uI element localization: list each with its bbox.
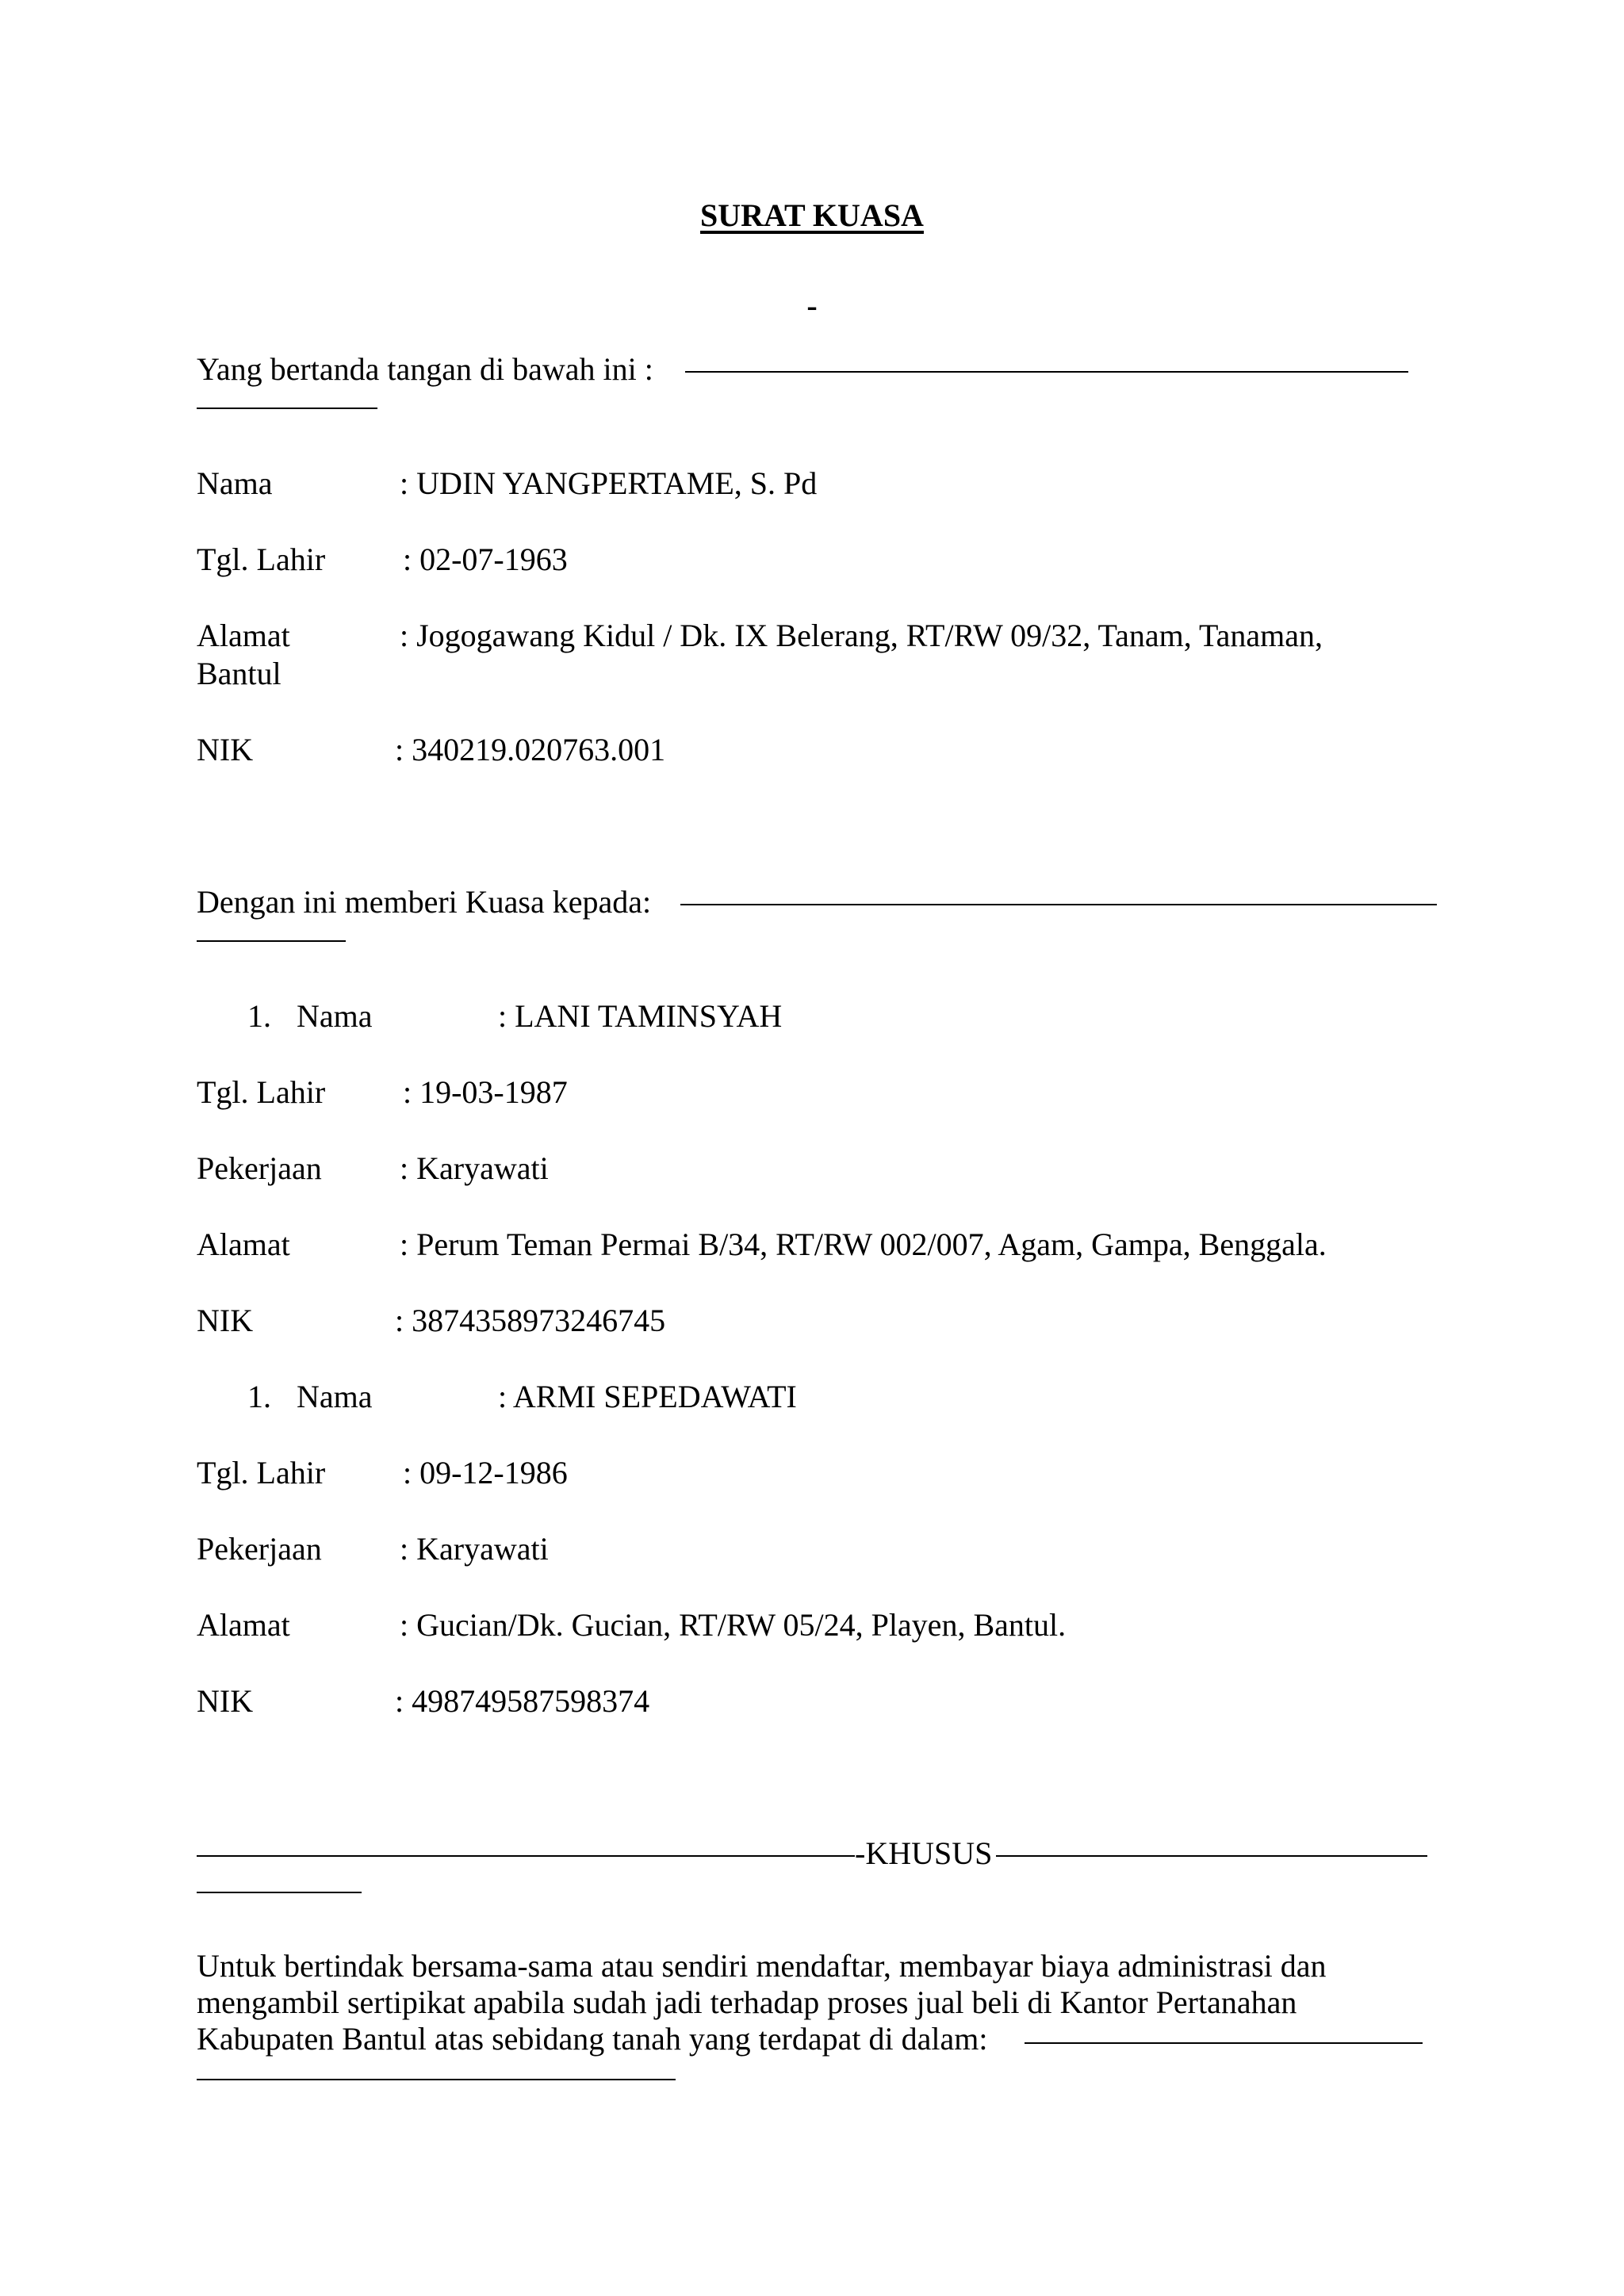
recipient-2-nik-label: NIK <box>197 1683 254 1719</box>
khusus-rule-left <box>197 1855 855 1857</box>
khusus-rule-right <box>996 1855 1427 1857</box>
purpose-line-1: Untuk bertindak bersama-sama atau sendiri mendaftar, membayar biaya administrasi dan <box>197 1948 1327 1984</box>
recipient-2-tgl-value: : 09-12-1986 <box>403 1455 568 1490</box>
grantor-alamat-label: Alamat <box>197 618 290 653</box>
grantor-nama-value: : UDIN YANGPERTAME, S. Pd <box>400 465 818 501</box>
recipient-1-alamat-value: : Perum Teman Permai B/34, RT/RW 002/007, Agam, Gampa, Benggala. <box>400 1226 1327 1262</box>
grantor-alamat-cont: Bantul <box>197 656 282 691</box>
recipient-2-tgl-label: Tgl. Lahir <box>197 1455 326 1490</box>
purpose-fill-rule-cont <box>197 2079 676 2080</box>
recipient-2-nama-value: : ARMI SEPEDAWATI <box>498 1379 797 1414</box>
intro-fill-rule <box>685 371 1408 373</box>
recipient-1-tgl-label: Tgl. Lahir <box>197 1074 326 1110</box>
recipient-2-pekerjaan-value: : Karyawati <box>400 1531 549 1567</box>
kuasa-intro-text: Dengan ini memberi Kuasa kepada: <box>197 884 652 920</box>
recipient-2-pekerjaan-label: Pekerjaan <box>197 1531 322 1567</box>
intro-fill-rule-cont <box>197 408 377 409</box>
recipient-1-alamat-label: Alamat <box>197 1226 290 1262</box>
kuasa-fill-rule-cont <box>197 940 346 942</box>
recipient-2-nama-label: Nama <box>297 1379 373 1414</box>
recipient-1-nama-value: : LANI TAMINSYAH <box>498 998 783 1034</box>
recipient-1-pekerjaan-value: : Karyawati <box>400 1150 549 1186</box>
khusus-heading: -KHUSUS <box>855 1835 993 1871</box>
recipient-1-nik-value: : 3874358973246745 <box>395 1303 666 1338</box>
grantor-tgl-value: : 02-07-1963 <box>403 541 568 577</box>
grantor-alamat-value: : Jogogawang Kidul / Dk. IX Belerang, RT/RW 09/32, Tanam, Tanaman, <box>400 618 1323 653</box>
recipient-1-nama-label: Nama <box>297 998 373 1034</box>
grantor-nik-label: NIK <box>197 732 254 767</box>
grantor-nama-label: Nama <box>197 465 273 501</box>
recipient-2-number: 1. <box>247 1379 271 1414</box>
intro-text: Yang bertanda tangan di bawah ini : <box>197 351 653 387</box>
recipient-2-alamat-value: : Gucian/Dk. Gucian, RT/RW 05/24, Playen, Bantul. <box>400 1607 1067 1643</box>
recipient-1-nik-label: NIK <box>197 1303 254 1338</box>
recipient-1-tgl-value: : 19-03-1987 <box>403 1074 568 1110</box>
recipient-2-nik-value: : 498749587598374 <box>395 1683 650 1719</box>
document-title: SURAT KUASA <box>700 197 924 233</box>
khusus-rule-cont <box>197 1892 362 1893</box>
recipient-1-pekerjaan-label: Pekerjaan <box>197 1150 322 1186</box>
kuasa-fill-rule <box>680 904 1437 905</box>
purpose-fill-rule <box>1025 2042 1423 2044</box>
recipient-2-alamat-label: Alamat <box>197 1607 290 1643</box>
grantor-tgl-label: Tgl. Lahir <box>197 541 326 577</box>
recipient-1-number: 1. <box>247 998 271 1034</box>
title-dash: - <box>806 288 818 323</box>
grantor-nik-value: : 340219.020763.001 <box>395 732 666 767</box>
purpose-line-3: Kabupaten Bantul atas sebidang tanah yang terdapat di dalam: <box>197 2021 988 2057</box>
purpose-line-2: mengambil sertipikat apabila sudah jadi terhadap proses jual beli di Kantor Pertanahan <box>197 1984 1297 2020</box>
